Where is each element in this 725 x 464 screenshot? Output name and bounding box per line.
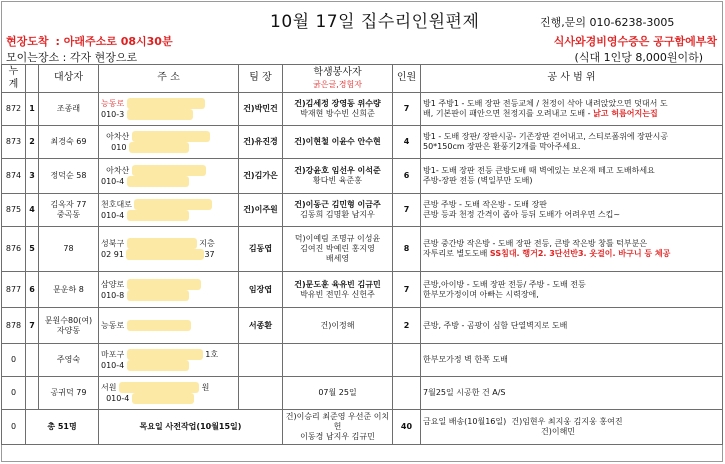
meeting-place: 모이는장소 : 각자 현장으로 (6, 51, 138, 64)
volunteers-line-2: 이동경 남지우 김규민 (300, 432, 375, 441)
redaction-mask (126, 249, 204, 260)
row-idx: 1 (26, 93, 39, 126)
volunteers-line-2: 황다빈 육준홍 (313, 176, 362, 185)
table-row (2, 272, 723, 308)
scope-line-1: 큰방 주방 - 도배 작은방 - 도배 장판 (423, 200, 548, 209)
row-count: 6 (393, 159, 421, 194)
row-scope (421, 227, 723, 272)
row-count: 7 (393, 272, 421, 308)
total-count: 40 (393, 410, 421, 445)
row-idx: 6 (26, 272, 39, 308)
volunteers-line-2: 김여진 박예린 홍지영 (300, 244, 375, 253)
address-line-1: 서원 (101, 383, 117, 392)
row-volunteers (283, 272, 393, 308)
arrival-label: 현장도착 (6, 35, 49, 48)
volunteers-line-1: 건)강윤호 임선우 이석준 (294, 166, 381, 175)
row-num: 877 (2, 272, 26, 308)
scope-line-2: 50*150cm 장판은 환풍기2개를 막아주세요. (423, 142, 581, 151)
row-leader: 건)김가은 (239, 159, 283, 194)
address-line-1-tail: 1호 (205, 350, 219, 359)
target-district: 자양동 (56, 325, 81, 335)
target-name: 김옥자 77 (50, 200, 87, 209)
total-volunteers (283, 410, 393, 445)
redaction-mask (127, 98, 205, 109)
scope-line-1: 큰방,아이방 - 도배 장판 전등/ 주방 - 도배 전등 (423, 279, 586, 289)
table-row (2, 159, 723, 194)
row-count (393, 344, 421, 377)
redaction-mask (127, 349, 203, 360)
delivery-date: 금요일 배송(10월16일) (423, 417, 507, 426)
row-idx (26, 344, 39, 377)
row-address (99, 308, 239, 344)
row-target: 공귀덕 79 (39, 377, 99, 410)
address-line-2-tail: 37 (204, 250, 215, 259)
row-volunteers (283, 344, 393, 377)
row-count: 7 (393, 93, 421, 126)
address-line-2: 010 (111, 143, 127, 152)
address-line-1: 마포구 (101, 350, 125, 359)
address-line-2: 010-4 (106, 394, 130, 403)
redaction-mask (132, 165, 206, 176)
address-line-2: 010-4 (101, 211, 125, 220)
volunteers-line-1: 건)이현철 이윤수 안수현 (294, 137, 381, 146)
row-address (99, 227, 239, 272)
table-row (2, 93, 723, 126)
address-line-2: 010-8 (101, 290, 125, 300)
row-scope (421, 272, 723, 308)
row-count (393, 377, 421, 410)
scope-line-1: 방1 주방1 - 도배 장판 전등교체 / 천정이 삭아 내려앉았으면 덧대서 도 (423, 99, 668, 108)
row-leader: 임장엽 (239, 272, 283, 308)
total-row (2, 410, 723, 445)
row-leader: 건)박민건 (239, 93, 283, 126)
meal-allowance: (식대 1인당 8,000원이하) (574, 51, 703, 64)
row-target (39, 194, 99, 227)
row-address (99, 272, 239, 308)
row-num: 876 (2, 227, 26, 272)
row-address (99, 126, 239, 159)
contact-info: 진행,문의 010-6238-3005 (540, 16, 675, 29)
redaction-mask (127, 320, 191, 331)
row-target: 최경숙 69 (39, 126, 99, 159)
row-num: 874 (2, 159, 26, 194)
row-idx: 4 (26, 194, 39, 227)
volunteers-subtitle: 굵은글,경험자 (313, 79, 362, 89)
scope-line-1: 큰방, 주방 - 곰팡이 심함 단열벽지로 도배 (423, 320, 568, 330)
row-target (39, 308, 99, 344)
table-row (2, 126, 723, 159)
row-idx (26, 377, 39, 410)
row-target: 78 (39, 227, 99, 272)
redaction-mask (127, 279, 201, 290)
address-line-2: 010-4 (101, 177, 125, 186)
scope-line-1: 방1 - 도배 장판/ 장판시공- 기존장판 걷어내고, 스티로폼위에 장판시공 (423, 132, 669, 141)
volunteers-line-1: 건)문도훈 육유빈 김규민 (294, 279, 381, 289)
row-volunteers (283, 126, 393, 159)
row-scope (421, 308, 723, 344)
scope-line-2: 주방-장판 전등 (벽일부만 도배) (423, 176, 533, 185)
row-volunteers (283, 93, 393, 126)
redaction-mask (127, 290, 189, 301)
address-line-1: 능동로 (101, 99, 125, 108)
row-idx: 7 (26, 308, 39, 344)
row-address (99, 194, 239, 227)
table-row (2, 344, 723, 377)
col-header-target: 대상자 (39, 65, 99, 93)
delivery-crew: 건)임현우 최지웅 김지웅 홍여진 (511, 417, 623, 426)
row-volunteers (283, 194, 393, 227)
address-line-1: 삼양로 (101, 279, 125, 289)
address-line-1: 아차산 (106, 132, 130, 141)
row-scope (421, 159, 723, 194)
volunteers-line-2: 박유빈 전민우 신헌주 (300, 289, 375, 299)
row-count: 2 (393, 308, 421, 344)
volunteers-line-3: 배세영 (325, 254, 350, 263)
redaction-mask (132, 393, 194, 404)
address-line-2: 02 91 (101, 250, 124, 259)
table-row (2, 194, 723, 227)
row-idx: 2 (26, 126, 39, 159)
volunteers-title: 학생봉사자 (313, 67, 362, 79)
row-scope: 7월25일 시공한 건 A/S (421, 377, 723, 410)
scope-line-2: 배, 기본판이 패안으면 천정지를 오려내고 도배 - (423, 109, 591, 118)
row-volunteers (283, 308, 393, 344)
row-leader (239, 344, 283, 377)
pre-work-note: 목요일 사전작업(10월15일) (99, 410, 283, 445)
col-header-count: 인원 (393, 65, 421, 93)
row-scope (421, 93, 723, 126)
page-title: 10월 17일 집수리인원편제 (270, 12, 480, 32)
redaction-mask (132, 131, 210, 142)
redaction-mask (127, 109, 193, 120)
volunteers-line-1: 덕)이예림 조명규 이성윤 (294, 234, 381, 243)
volunteers-line-2: 박재현 방수빈 신희준 (300, 109, 375, 118)
row-idx: 3 (26, 159, 39, 194)
table-row (2, 227, 723, 272)
address-line-1: 능동로 (101, 321, 125, 330)
col-header-volunteers (283, 65, 393, 93)
row-target: 주영숙 (39, 344, 99, 377)
row-scope (421, 126, 723, 159)
scope-line-2: 한부모가정이며 아빠는 시력장애, (423, 289, 539, 299)
row-num: 873 (2, 126, 26, 159)
col-header-num: 누계 (2, 65, 26, 93)
volunteers-line-1: 건)이승리 최준영 우선준 이치헌 (285, 412, 390, 431)
table-header-row (2, 65, 723, 93)
row-address (99, 93, 239, 126)
row-scope: 한부모가정 벽 한쪽 도배 (421, 344, 723, 377)
row-num: 875 (2, 194, 26, 227)
address-line-2: 010-3 (101, 110, 125, 119)
row-leader (239, 377, 283, 410)
row-leader: 건)유진경 (239, 126, 283, 159)
row-leader: 건)이주원 (239, 194, 283, 227)
col-header-address: 주 소 (99, 65, 239, 93)
receipt-notice: 식사와경비영수증은 공구함에부착 (553, 35, 717, 48)
scope-line-2: 자투리로 별도도배 (423, 249, 488, 258)
row-num: 0 (2, 377, 26, 410)
address-line-2: 010-4 (101, 361, 125, 370)
address-line-1: 천호대로 (101, 200, 132, 209)
row-volunteers (283, 227, 393, 272)
arrival-info (6, 33, 173, 49)
delivery-note (421, 410, 723, 445)
table-row (2, 308, 723, 344)
target-district: 중곡동 (56, 210, 81, 219)
target-name: 문원수80(여) (44, 315, 93, 325)
row-address (99, 377, 239, 410)
row-num: 0 (2, 344, 26, 377)
scope-highlight: SS침대. 행거2. 3단선반3. 옷걸이. 바구니 등 체공 (489, 249, 671, 258)
volunteers-line-1: 건)김세정 장영동 위수량 (294, 99, 381, 108)
row-count: 4 (393, 126, 421, 159)
volunteers-line-2: 김동희 김명환 남지우 (300, 210, 375, 219)
scope-line-1: 방1- 도배 장판 전등 큰방도배 때 벽에있는 보온재 떼고 도배하세요 (423, 166, 655, 175)
redaction-mask (129, 142, 189, 153)
scope-line-2: 큰방 등과 천정 간격이 좁아 등뒤 도배가 어려우면 스킵~ (423, 210, 621, 219)
row-num: 872 (2, 93, 26, 126)
row-num: 878 (2, 308, 26, 344)
redaction-mask (119, 382, 199, 393)
row-volunteers (283, 159, 393, 194)
table-row (2, 377, 723, 410)
total-label: 총 51명 (26, 410, 99, 445)
row-address (99, 344, 239, 377)
assignment-table (1, 64, 723, 445)
address-line-1-tail: 지층 (199, 239, 215, 248)
col-header-idx (26, 65, 39, 93)
row-volunteers: 07월 25일 (283, 377, 393, 410)
row-scope (421, 194, 723, 227)
arrival-value: : 아래주소로 08시30분 (55, 35, 173, 48)
row-count: 7 (393, 194, 421, 227)
row-leader: 서종환 (239, 308, 283, 344)
redaction-mask (127, 176, 189, 187)
redaction-mask (127, 238, 197, 249)
redaction-mask (134, 199, 212, 210)
row-address (99, 159, 239, 194)
scope-highlight: 낡고 허름어지는집 (593, 109, 658, 118)
row-leader: 김동엽 (239, 227, 283, 272)
address-line-1-tail: 원 (201, 383, 210, 392)
row-target: 조종래 (39, 93, 99, 126)
row-target: 문운하 8 (39, 272, 99, 308)
delivery-crew-2: 건)이해민 (541, 427, 576, 436)
col-header-leader: 팀 장 (239, 65, 283, 93)
total-num: 0 (2, 410, 26, 445)
row-target: 정덕순 58 (39, 159, 99, 194)
col-header-scope: 공 사 범 위 (421, 65, 723, 93)
row-idx: 5 (26, 227, 39, 272)
volunteers-line-1: 건)이동근 김민형 이금주 (294, 200, 381, 209)
address-line-1: 성북구 (101, 239, 125, 248)
volunteers-line-1: 건)이정해 (320, 320, 355, 330)
redaction-mask (127, 360, 189, 371)
scope-line-1: 큰방 중간방 작은방 - 도배 장판 전등, 큰방 작은방 창틀 턱부분은 (423, 239, 648, 248)
row-count: 8 (393, 227, 421, 272)
address-line-1: 아차산 (106, 166, 130, 175)
redaction-mask (127, 210, 189, 221)
